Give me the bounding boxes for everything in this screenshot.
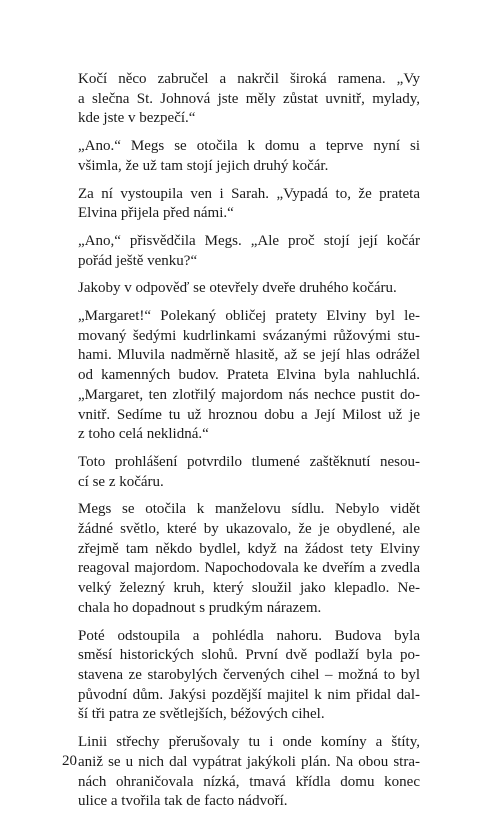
page-text-block bbox=[62, 70, 420, 820]
paragraph bbox=[62, 500, 420, 618]
text-line: zřejmě tam někdo bydlel, když na žádost tety Elviny bbox=[78, 540, 420, 557]
page-number: 20 bbox=[62, 753, 77, 769]
text-line: nách ohraničovala nízká, tmavá křídla domu konec bbox=[78, 773, 420, 790]
text-line: Poté odstoupila a pohlédla nahoru. Budova byla bbox=[78, 627, 420, 644]
text-line: Megs se otočila k manželovu sídlu. Nebylo vidět bbox=[78, 501, 420, 518]
paragraph bbox=[62, 232, 420, 271]
text-line: chala ho dopadnout s prudkým nárazem. bbox=[78, 599, 322, 616]
paragraph bbox=[62, 185, 420, 224]
text-line: směsí historických slohů. První dvě podlaží byla po- bbox=[78, 647, 420, 664]
text-line: od kamenných budov. Prateta Elvina byla nahluchlá. bbox=[78, 367, 420, 384]
text-line: „Margaret, ten zlotřilý majordom nás nechce pustit do- bbox=[78, 386, 420, 403]
text-line: ulice a tvořila tak de facto nádvoří. bbox=[78, 793, 288, 810]
text-line: „Ano.“ Megs se otočila k domu a teprve nyní si bbox=[78, 138, 420, 155]
text-line: žádné světlo, které by ukazovalo, že je obydlené, ale bbox=[78, 521, 420, 538]
text-line: Za ní vystoupila ven i Sarah. „Vypadá to, že prateta bbox=[78, 185, 420, 202]
paragraph bbox=[62, 307, 420, 445]
paragraph bbox=[62, 453, 420, 492]
text-line: hami. Mluvila nadměrně hlasitě, až se její hlas odrážel bbox=[78, 347, 420, 364]
text-line: velký železný kruh, který sloužil jako klepadlo. Ne- bbox=[78, 580, 420, 597]
text-line: z toho celá neklidná.“ bbox=[78, 426, 209, 443]
text-line: „Margaret!“ Polekaný obličej pratety Elviny byl le- bbox=[78, 308, 420, 325]
text-line: Jakoby v odpověď se otevřely dveře druhého kočáru. bbox=[78, 280, 397, 297]
text-line: „Ano,“ přisvědčila Megs. „Ale proč stojí její kočár bbox=[78, 232, 420, 249]
paragraph bbox=[62, 279, 420, 299]
text-line: cí se z kočáru. bbox=[78, 473, 164, 490]
text-line: pořád ještě venku?“ bbox=[78, 252, 198, 269]
text-line: stavena ze starobylých červených cihel – možná to byl bbox=[78, 666, 420, 683]
text-line: Kočí něco zabručel a nakrčil široká ramena. „Vy bbox=[78, 71, 420, 87]
text-line: Elvina přijela před námi.“ bbox=[78, 205, 234, 222]
text-line: Toto prohlášení potvrdilo tlumené zaštěknutí nesou- bbox=[78, 453, 420, 470]
text-line: reagoval majordom. Napochodovala ke dveřím a zvedla bbox=[78, 560, 420, 577]
paragraph bbox=[62, 137, 420, 176]
text-line: všimla, že už tam stojí jejich druhý kočár. bbox=[78, 157, 329, 174]
text-line: aniž se u nich dal vypátrat jakýkoli plán. Na obou stra- bbox=[78, 753, 420, 770]
paragraph bbox=[62, 733, 420, 812]
text-line: původní dům. Jakýsi pozdější majitel k nim přidal dal- bbox=[78, 686, 420, 703]
text-line: a slečna St. Johnová jste měly zůstat uvnitř, mylady, bbox=[78, 90, 420, 107]
text-line: ší tři patra ze světlejších, béžových cihel. bbox=[78, 706, 325, 723]
paragraph bbox=[62, 627, 420, 726]
text-line: Linii střechy přerušovaly tu i onde komíny a štíty, bbox=[78, 734, 420, 751]
text-line: vnitř. Sedíme tu už hroznou dobu a Její Milost už je bbox=[78, 406, 420, 423]
paragraph bbox=[62, 70, 420, 129]
text-line: kde jste v bezpečí.“ bbox=[78, 110, 196, 127]
text-line: movaný šedými kudrlinkami svázanými růžovými stu- bbox=[78, 327, 420, 344]
